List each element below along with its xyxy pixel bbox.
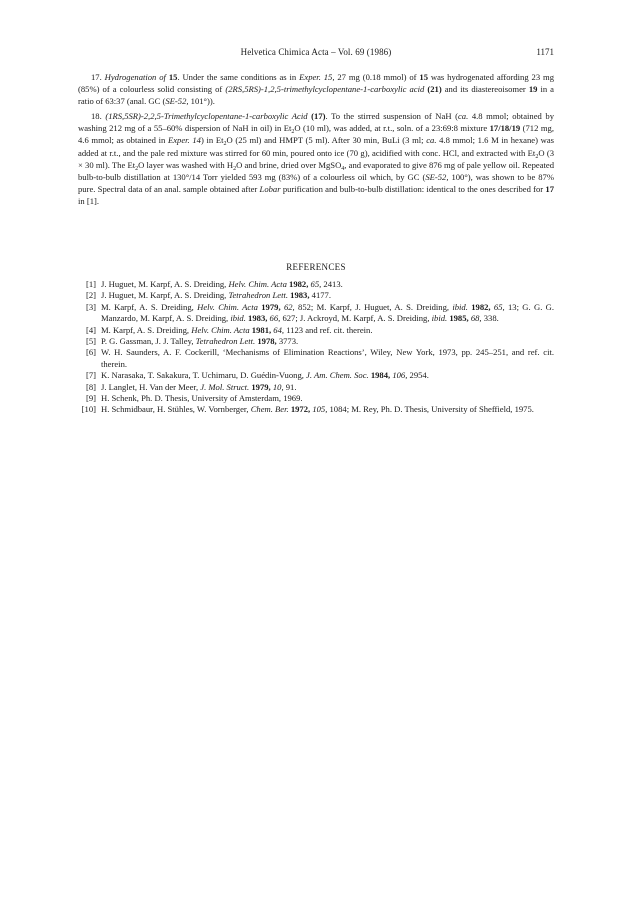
text-run: 27 mg (0.18 mmol) of (334, 72, 420, 82)
text-run: O (3 × 30 ml). The Et (78, 147, 555, 170)
text-run: in a ratio of 63:37 (anal. GC ( (78, 84, 554, 107)
reference-item (78, 393, 554, 404)
text-run: , and evaporated to give 876 mg of pale yellow oil. Repeated bulb-to-bulb distillation at 130°/14 Torr yielded 593 mg (83%) of a colourless oil which, by GC ( (78, 159, 555, 182)
italic-text: Chem. Ber. (250, 404, 289, 415)
italic-text: ca. (426, 135, 437, 146)
italic-text: Hydrogenation of (104, 72, 166, 82)
text-run: in [1]. (78, 195, 100, 206)
text-run: 4177. (309, 290, 331, 301)
italic-text: 64, (273, 324, 285, 335)
compound-number: 1982, (289, 279, 309, 289)
compound-number: 1983, (248, 313, 268, 324)
subscript-text: 4 (341, 165, 345, 172)
text-run: O layer was washed with H (138, 159, 234, 170)
reference-item (78, 336, 554, 347)
text-run: . Under the same conditions as in (177, 72, 300, 82)
text-run: 1123 and ref. cit. therein. (284, 324, 373, 335)
italic-text: SE-52, (425, 171, 449, 182)
compound-number: 1981, (251, 324, 272, 335)
reference-text (101, 404, 554, 415)
reference-item (78, 370, 554, 381)
text-run: M. Karpf, A. S. Dreiding, (101, 301, 198, 312)
reference-item (78, 290, 554, 301)
italic-text: Exper. 15, (299, 72, 335, 82)
text-run: 3773. (276, 336, 299, 347)
reference-item (78, 279, 554, 290)
reference-item (78, 404, 554, 415)
italic-text: ibid. (431, 313, 448, 324)
reference-text (101, 370, 554, 381)
text-run: 2413. (321, 279, 343, 289)
italic-text: ibid. (452, 301, 468, 312)
reference-text (101, 325, 554, 336)
compound-number: 1978, (257, 336, 277, 347)
text-run: 101°)). (188, 96, 215, 107)
text-run: 100°), was shown to be 87% pure. Spectral data of an anal. sample obtained after (78, 171, 554, 194)
text-run: (712 mg, 4.6 mmol; as obtained in (78, 123, 554, 146)
page-number: 1171 (536, 47, 554, 57)
references-heading: REFERENCES (286, 262, 346, 272)
text-run: ) in Et (200, 135, 224, 146)
reference-text (101, 290, 554, 301)
text-run: O (10 ml), was added, at r.t., soln. of a 23:69:8 mixture (294, 123, 490, 134)
text-run: 4.8 mmol; 1.6 M in hexane) was added at r.t., and the pale red mixture was stirred for 60 min, poured onto ice (70 g), acidified with conc. HCl, and extracted with Et (78, 135, 554, 158)
reference-number: [6] (85, 347, 96, 358)
reference-number: [10] (81, 404, 96, 415)
reference-number: [3] (85, 301, 96, 312)
text-run: J. Huguet, M. Karpf, A. S. Dreiding, (101, 290, 229, 301)
text-run: purification and bulb-to-bulb distillation: identical to the ones described for (280, 183, 546, 194)
italic-text: 66, (269, 313, 281, 324)
text-run: 4.8 mmol; obtained by washing 212 mg of a 55–60% dispersion of NaH in oil) in Et (78, 111, 554, 134)
compound-number: 1979, (251, 381, 271, 392)
reference-text (101, 382, 554, 393)
compound-number: 17 (545, 183, 554, 194)
reference-text (101, 336, 554, 347)
italic-text: 10, (272, 381, 284, 392)
italic-text: 105, (312, 404, 328, 415)
text-run: W. H. Saunders, A. F. Cockerill, ‘Mechanisms of Elimination Reactions’, Wiley, New York, 1973, pp. 245–251, and ref. cit. therein. (101, 347, 554, 369)
reference-number: [9] (85, 393, 96, 404)
italic-text: Helv. Chim. Acta (191, 324, 250, 335)
italic-text: Exper. 14 (167, 135, 201, 146)
italic-text: Helv. Chim. Acta (228, 279, 287, 289)
italic-text: J. Am. Chem. Soc. (306, 370, 369, 381)
reference-item (78, 325, 554, 336)
subscript-text: 2 (291, 129, 295, 136)
text-run: H. Schenk, Ph. D. Thesis, University of Amsterdam, 1969. (101, 393, 303, 404)
italic-text: ibid. (230, 313, 246, 324)
subscript-text: 2 (535, 153, 539, 160)
text-run: 17. (91, 72, 105, 82)
text-run: 627; J. Ackroyd, M. Karpf, A. S. Dreiding, (280, 313, 432, 324)
text-run: 13; G. G. G. Manzardo, M. Karpf, A. S. Dreiding, (101, 301, 555, 324)
compound-number: (17) (311, 111, 326, 122)
experimental-section (78, 71, 554, 207)
text-run: 18. (91, 111, 106, 122)
reference-item (78, 382, 554, 393)
reference-text (101, 279, 554, 290)
compound-number: 1972, (290, 404, 311, 415)
text-run: J. Huguet, M. Karpf, A. S. Dreiding, (101, 279, 229, 289)
compound-number: 17/18/19 (489, 123, 521, 134)
text-run: . To the stirred suspension of NaH ( (325, 111, 458, 122)
reference-item (78, 347, 554, 370)
text-run: 338. (481, 313, 499, 324)
text-run: was hydrogenated affording 23 mg (85%) of a colourless solid consisting of (78, 72, 554, 95)
text-run: M. Karpf, A. S. Dreiding, (101, 324, 192, 335)
paragraph-exper-18 (78, 110, 554, 207)
compound-number: 1983, (290, 290, 310, 301)
compound-number: 15 (419, 72, 428, 82)
subscript-text: 2 (233, 165, 237, 172)
text-run: 1084; M. Rey, Ph. D. Thesis, University of Sheffield, 1975. (327, 404, 534, 415)
subscript-text: 2 (135, 165, 139, 172)
compound-number: 15 (168, 72, 178, 82)
italic-text: 65, (310, 279, 322, 289)
reference-number: [4] (85, 324, 96, 335)
compound-number: 1982, (471, 301, 491, 312)
text-run: H. Schmidbaur, H. Stühles, W. Vornberger, (101, 404, 251, 415)
running-header (78, 47, 554, 59)
italic-text: 106, (392, 370, 408, 381)
italic-text: ca. (457, 111, 469, 122)
italic-text: Lobar (259, 183, 281, 194)
reference-text (101, 347, 554, 370)
italic-text: (2RS,5RS)-1,2,5-trimethylcyclopentane-1-carboxylic acid (225, 84, 425, 95)
reference-number: [7] (85, 370, 96, 381)
reference-text (101, 393, 554, 404)
reference-text (101, 302, 554, 325)
text-run: O and brine, dried over MgSO (236, 159, 342, 170)
text-run: 852; M. Karpf, J. Huguet, A. S. Dreiding, (294, 301, 453, 312)
reference-number: [2] (85, 290, 96, 301)
text-run: P. G. Gassman, J. J. Talley, (101, 336, 196, 347)
journal-title: Helvetica Chimica Acta – Vol. 69 (1986) (240, 47, 392, 57)
text-run: J. Langlet, H. Van der Meer, (101, 381, 201, 392)
italic-text: 68, (470, 313, 482, 324)
italic-text: J. Mol. Struct. (200, 381, 250, 392)
text-run: 91. (283, 381, 297, 392)
text-run: O (25 ml) and HMPT (5 ml). After 30 min, BuLi (3 ml; (226, 135, 427, 146)
text-run: 2954. (407, 370, 429, 381)
compound-number: 1985, (449, 313, 469, 324)
italic-text: 65, (493, 301, 505, 312)
text-run: and its diastereoisomer (441, 84, 529, 95)
compound-number: 1979, (261, 301, 281, 312)
italic-text: Tetrahedron Lett. (228, 290, 288, 301)
paragraph-exper-17 (78, 71, 554, 107)
subscript-text: 2 (223, 141, 227, 148)
italic-text: SE-52, (165, 96, 189, 107)
text-run: K. Narasaka, T. Sakakura, T. Uchimaru, D. Guédin-Vuong, (101, 370, 307, 381)
compound-number: (21) (427, 84, 442, 95)
references-list (78, 279, 554, 416)
compound-number: 1984, (370, 370, 391, 381)
italic-text: Helv. Chim. Acta (197, 301, 258, 312)
compound-number: 19 (528, 84, 538, 95)
reference-number: [1] (85, 279, 96, 289)
reference-number: [5] (85, 336, 96, 347)
italic-text: (1RS,5SR)-2,2,5-Trimethylcyclopentane-1-carboxylic Acid (105, 111, 308, 122)
reference-item (78, 302, 554, 325)
reference-number: [8] (85, 381, 96, 392)
italic-text: 62, (283, 301, 295, 312)
italic-text: Tetrahedron Lett. (195, 336, 256, 347)
